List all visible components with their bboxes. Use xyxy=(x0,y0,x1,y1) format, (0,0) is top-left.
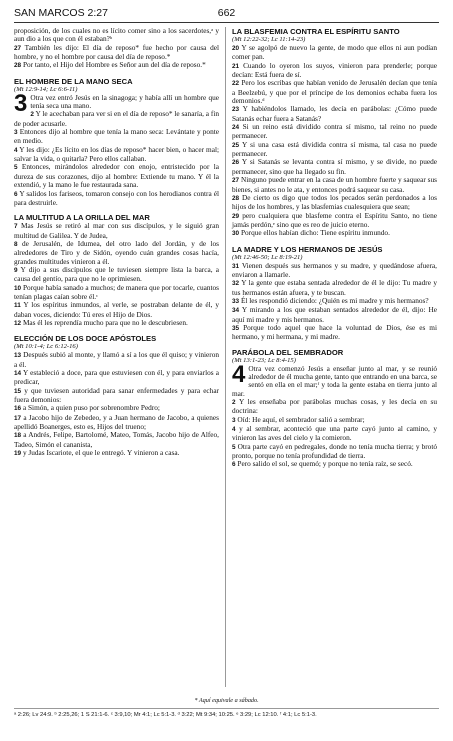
parallel-references: (Mt 13:1-23; Lc 8:4-15) xyxy=(232,356,296,364)
verse xyxy=(232,62,437,80)
verse xyxy=(232,306,437,324)
verse xyxy=(232,279,437,297)
verse-text: pero cualquiera que blasfeme contra el Espíritu Santo, no tiene jamás perdón,ᵉ sino que es reo de juicio eterno. xyxy=(232,210,438,229)
verse-text: Y estableció a doce, para que estuviesen con él, y para enviarlos a predicar, xyxy=(14,368,219,387)
section-heading: EL HOMBRE DE LA MANO SECA xyxy=(14,76,133,86)
parallel-references: (Mt 10:1-4; Lc 6:12-16) xyxy=(14,343,78,351)
verse-text: Otra vez entró Jesús en la sinagoga; y había allí un hombre que tenía seca una mano. xyxy=(30,92,219,111)
verse-number: 4 xyxy=(232,426,236,434)
verse xyxy=(14,266,219,284)
verse-text: Vienen después sus hermanos y su madre, y quedándose afuera, enviaron a llamarle. xyxy=(232,260,437,279)
page-number: 662 xyxy=(217,7,236,19)
verse-text: Y les enseñaba por parábolas muchas cosas, y les decía en su doctrina: xyxy=(232,397,437,416)
footnote: * Aquí equivale a sábado. xyxy=(194,697,259,704)
verse-number: 10 xyxy=(14,284,22,292)
verse-number: 25 xyxy=(232,141,240,149)
verse-number: 20 xyxy=(232,45,240,52)
cross-references: ᵃ 2:26; Lv 24:9. ᵇ 2:25,26; 1 S 21:1-6. ᶜ 3:9,10; Mr 4:1; Lc 5:1-3. ᵈ 3:22; Mt 9:34; 10:25. ᵉ 3:29; Lc 12:10. ᶠ 4:1; Lc 5:1-3. xyxy=(14,712,317,718)
verse-number: 26 xyxy=(232,159,240,167)
verse-number: 16 xyxy=(14,405,22,413)
verse-text: Pero salido el sol, se quemó; y porque no tenía raíz, se secó. xyxy=(237,459,413,469)
verse xyxy=(14,301,219,319)
chapter-number: 3 xyxy=(14,89,28,117)
verse-number: 34 xyxy=(232,307,240,315)
verse-number: 19 xyxy=(14,450,22,458)
verse-text: De cierto os digo que todos los pecados serán perdonados a los hijos de los hombres, y las blasfemias cualesquiera que sean; xyxy=(232,192,437,212)
verse-number: 6 xyxy=(232,461,236,469)
verse-text: Y se agolpó de nuevo la gente, de modo que ellos ni aun podían comer pan. xyxy=(232,43,437,62)
parallel-references: (Mt 12:46-50; Lc 8:19-21) xyxy=(232,253,303,261)
verse-number: 12 xyxy=(14,319,22,327)
verse xyxy=(14,240,219,266)
left-column xyxy=(14,27,219,458)
verse xyxy=(232,79,437,105)
verse-number: 13 xyxy=(14,352,22,360)
verse-text: a Andrés, Felipe, Bartolomé, Mateo, Tomás, Jacobo hijo de Alfeo, Tadeo, Simón el cananista, xyxy=(14,430,220,449)
verse xyxy=(14,387,219,405)
verse-number: 17 xyxy=(14,414,22,422)
verse-number: 27 xyxy=(232,177,240,185)
verse-text: Porque había sanado a muchos; de manera que por tocarle, cuantos tenían plagas caían sobre él.ᶜ xyxy=(14,282,219,301)
verse-number: 28 xyxy=(14,62,22,70)
verse-text: Y mirando a los que estaban sentados alrededor de él, dijo: He aquí mi madre y mis hermanos. xyxy=(232,305,437,324)
verse-number: 28 xyxy=(232,194,240,202)
verse-text: y al sembrar, aconteció que una parte cayó junto al camino, y vinieron las aves del cielo y la comieron. xyxy=(232,424,437,443)
verse xyxy=(232,443,437,461)
verse-text: Otra vez comenzó Jesús a enseñar junto al mar, y se reunió alrededor de él mucha gente, tanto que entrando en una barca, se sentó en ella en el mar;ᶠ y toda la gente estaba en tierra junto al mar. xyxy=(232,363,437,398)
verse-text: Y la gente que estaba sentada alrededor de él le dijo: Tu madre y tus hermanos están afuera, y te buscan. xyxy=(232,278,437,297)
verse-number: 3 xyxy=(14,129,18,137)
verse-text: Y dijo a sus discípulos que le tuviesen siempre lista la barca, a causa del gentío, para que no le oprimiesen. xyxy=(14,264,219,284)
verse xyxy=(232,141,437,159)
verse xyxy=(232,105,437,123)
verse-text: Entonces, mirándolos alrededor con enojo, entristecido por la dureza de sus corazones, dijo al hombre: Extiende tu mano. Y él la extendió, y la mano le fue restaurada sana. xyxy=(14,162,219,190)
verse-text: proposición, de los cuales no es lícito comer sino a los sacerdotes,ᵃ y aun dio a los que con él estaban?ᵇ xyxy=(14,26,219,44)
verse xyxy=(232,123,437,141)
verse xyxy=(14,284,219,302)
verse-text: Y habiéndolos llamado, les decía en parábolas: ¿Cómo puede Satanás echar fuera a Satanás? xyxy=(232,104,437,123)
parallel-references: (Mt 12:22-32; Lc 11:14-23) xyxy=(232,36,306,43)
chapter-number: 4 xyxy=(232,360,246,388)
verse-number: 21 xyxy=(232,62,240,70)
verse-number: 33 xyxy=(232,297,240,305)
verse-number: 23 xyxy=(232,106,240,114)
verse-text: Y si Satanás se levanta contra sí mismo, y se divide, no puede permanecer, sino que ha llegado su fin. xyxy=(232,157,437,176)
verse-number: 5 xyxy=(14,164,18,172)
section-heading: LA MADRE Y LOS HERMANOS DE JESÚS xyxy=(232,244,383,254)
verse-text: y que tuviesen autoridad para sanar enfermedades y para echar fuera demonios: xyxy=(14,385,219,405)
verse xyxy=(232,229,437,238)
verse xyxy=(14,351,219,369)
verse-number: 3 xyxy=(232,416,236,424)
section-heading: ELECCIÓN DE LOS DOCE APÓSTOLES xyxy=(14,334,157,344)
verse xyxy=(232,44,437,62)
verse-text: Después subió al monte, y llamó a sí a los que él quiso; y vinieron a él. xyxy=(14,350,220,369)
verse-number: 4 xyxy=(14,146,18,154)
verse xyxy=(14,146,219,164)
verse-number: 11 xyxy=(14,302,21,310)
verse-text: Oíd: He aquí, el sembrador salió a sembrar; xyxy=(237,414,365,424)
verse-number: 6 xyxy=(14,190,18,198)
verse-number: 32 xyxy=(232,280,240,288)
verse-number: 5 xyxy=(232,443,236,451)
verse-number: 31 xyxy=(232,262,240,270)
verse-text: Y si una casa está dividida contra sí misma, tal casa no puede permanecer. xyxy=(232,139,437,159)
verse-text: Por tanto, el Hijo del Hombre es Señor aun del día de reposo.* xyxy=(22,60,206,70)
header-rule xyxy=(14,22,439,23)
verse-number: 22 xyxy=(232,80,240,88)
verse-text: Cuando lo oyeron los suyos, vinieron para prenderle; porque decían: Está fuera de sí. xyxy=(232,60,437,80)
verse xyxy=(232,460,437,469)
verse xyxy=(14,449,219,458)
verse xyxy=(232,176,437,194)
verse-number: 2 xyxy=(30,111,34,119)
footnote-rule xyxy=(14,708,439,709)
verse-text: de Jerusalén, de Idumea, del otro lado del Jordán, y de los alrededores de Tiro y de Sidón, oyendo cuán grandes cosas hacía, grandes multitudes vinieron a él. xyxy=(14,238,219,266)
book-reference: SAN MARCOS 2:27 xyxy=(14,7,108,19)
verse-text: Porque ellos habían dicho: Tiene espíritu inmundo. xyxy=(240,228,390,238)
column-divider xyxy=(225,27,226,687)
verse-text: Él les respondió diciendo: ¿Quién es mi madre y mis hermanos? xyxy=(240,295,429,305)
right-column xyxy=(232,27,437,470)
verse-number: 2 xyxy=(232,399,236,407)
section-heading: LA MULTITUD A LA ORILLA DEL MAR xyxy=(14,213,150,223)
verse xyxy=(14,190,219,208)
verse-text: Y salidos los fariseos, tomaron consejo con los herodianos contra él para destruirle. xyxy=(14,188,219,207)
verse-text: a Simón, a quien puso por sobrenombre Pedro; xyxy=(22,403,160,413)
verse-text: a Jacobo hijo de Zebedeo, y a Juan hermano de Jacobo, a quienes apellidó Boanerges, esto es, Hijos del trueno; xyxy=(14,412,219,432)
verse-text: Pero los escribas que habían venido de Jerusalén decían que tenía a Beelzebú, y que por el príncipe de los demonios echaba fuera los demonios.ᵈ xyxy=(232,78,437,106)
section-heading: LA BLASFEMIA CONTRA EL ESPÍRITU SANTO xyxy=(232,27,400,36)
section-heading: PARÁBOLA DEL SEMBRADOR xyxy=(232,347,344,357)
verse-number: 18 xyxy=(14,432,22,440)
running-header xyxy=(14,7,439,21)
verse xyxy=(14,128,219,146)
verse-number: 7 xyxy=(14,223,18,231)
verse-text: Porque todo aquel que hace la voluntad de Dios, ése es mi hermano, y mi hermana, y mi madre. xyxy=(232,322,437,342)
verse-text: Y les dijo: ¿Es lícito en los días de reposo* hacer bien, o hacer mal; salvar la vida, o quitarla? Pero ellos callaban. xyxy=(14,144,219,164)
verse xyxy=(232,398,437,416)
verse-text: Y le acechaban para ver si en el día de reposo* le sanaría, a fin de poder acusarle. xyxy=(14,109,219,128)
verse-text: y Judas Iscariote, el que le entregó. Y vinieron a casa. xyxy=(22,448,180,458)
verse xyxy=(232,212,437,230)
verse-text: Entonces dijo al hombre que tenía la mano seca: Levántate y ponte en medio. xyxy=(14,127,219,146)
verse xyxy=(232,262,437,280)
verse xyxy=(232,425,437,443)
verse xyxy=(232,324,437,342)
verse-text: También les dijo: El día de reposo* fue hecho por causa del hombre, y no el hombre por causa del día de reposo.* xyxy=(14,42,219,62)
verse-number: 29 xyxy=(232,212,240,220)
verse-number: 27 xyxy=(14,44,22,52)
verse-number: 15 xyxy=(14,387,22,395)
verse-number: 9 xyxy=(14,266,18,274)
verse-number: 8 xyxy=(14,240,18,248)
verse xyxy=(14,44,219,62)
verse xyxy=(232,158,437,176)
verse xyxy=(14,61,219,70)
verse-text: Y los espíritus inmundos, al verle, se postraban delante de él, y daban voces, diciendo: Tú eres el Hijo de Dios. xyxy=(14,300,219,319)
verse-text: Mas Jesús se retiró al mar con sus discípulos, y le siguió gran multitud de Galilea. Y de Judea, xyxy=(14,221,219,240)
parallel-references: (Mt 12:9-14; Lc 6:6-11) xyxy=(14,85,78,93)
verse xyxy=(14,163,219,189)
verse-text: Ninguno puede entrar en la casa de un hombre fuerte y saquear sus bienes, si antes no le ata, y entonces podrá saquear su casa. xyxy=(232,175,437,194)
verse xyxy=(14,222,219,240)
verse-text: Si un reino está dividido contra sí mismo, tal reino no puede permanecer. xyxy=(232,122,438,141)
verse-number: 35 xyxy=(232,324,240,332)
verse-text: Otra parte cayó en pedregales, donde no tenía mucha tierra; y brotó pronto, porque no tenía profundidad de tierra. xyxy=(232,441,438,461)
verse xyxy=(232,194,437,212)
verse-number: 24 xyxy=(232,124,240,132)
verse-number: 30 xyxy=(232,230,240,238)
verse xyxy=(14,319,219,328)
verse-text: Mas él les reprendía mucho para que no le descubriesen. xyxy=(22,317,188,327)
verse xyxy=(14,431,219,449)
verse xyxy=(14,369,219,387)
verse-number: 14 xyxy=(14,370,22,377)
verse xyxy=(14,414,219,432)
verse xyxy=(14,110,219,128)
